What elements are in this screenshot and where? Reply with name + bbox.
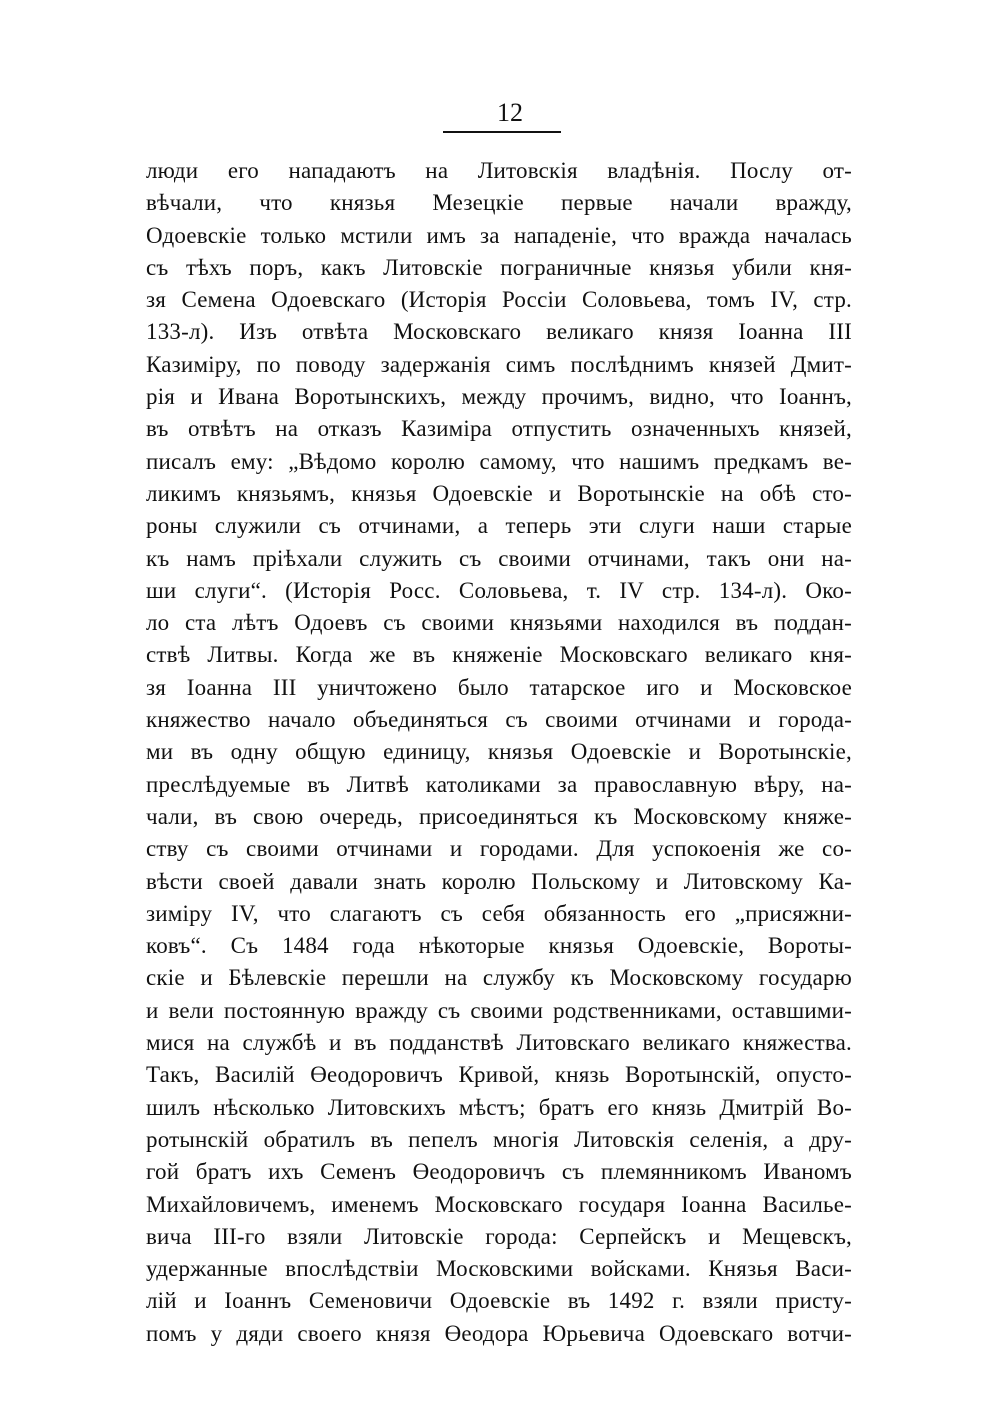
text-line: княжество начало объединяться съ своими отчинами и города-	[146, 707, 852, 733]
text-line: къ намъ пріѣхали служить съ своими отчинами, такъ они на-	[146, 545, 852, 571]
text-line: ликимъ князьямъ, князья Одоевскіе и Воротынскіе на обѣ сто-	[146, 480, 852, 506]
text-line: Одоевскіе только мстили имъ за нападеніе, что вражда началась	[146, 222, 852, 248]
text-line: преслѣдуемые въ Литвѣ католиками за православную вѣру, на-	[146, 771, 852, 797]
text-line: Михайловичемъ, именемъ Московскаго государя Іоанна Василье-	[146, 1191, 852, 1217]
text-line: 133-л). Изъ отвѣта Московскаго великаго князя Іоанна III	[146, 319, 852, 345]
text-line: ству съ своими отчинами и городами. Для успокоенія же со-	[146, 836, 852, 862]
text-line: зя Семена Одоевскаго (Исторія Россіи Соловьева, томъ IV, стр.	[146, 287, 852, 313]
text-line: рія и Ивана Воротынскихъ, между прочимъ, видно, что Іоаннъ,	[146, 384, 852, 410]
text-line: скіе и Бѣлевскіе перешли на службу къ Московскому государю	[146, 965, 852, 991]
text-line: шилъ нѣсколько Литовскихъ мѣстъ; братъ его князь Дмитрій Во-	[146, 1094, 852, 1120]
text-line: вѣчали, что князья Мезецкіе первые начали вражду,	[146, 190, 852, 216]
text-line: Такъ, Василій Өеодоровичъ Кривой, князь Воротынскій, опусто-	[146, 1062, 852, 1088]
page-number: 12	[497, 98, 523, 127]
body-text	[146, 155, 852, 1350]
text-line: мися на службѣ и въ подданствѣ Литовскаго великаго княжества.	[146, 1030, 852, 1056]
text-line: писалъ ему: „Вѣдомо королю самому, что нашимъ предкамъ ве-	[146, 448, 852, 474]
text-line: ши слуги“. (Исторія Росс. Соловьева, т. IV стр. 134-л). Око-	[146, 577, 852, 603]
text-line: ротынскій обратилъ въ пепелъ многія Литовскія селенія, а дру-	[146, 1126, 852, 1152]
text-line: гой братъ ихъ Семенъ Өеодоровичъ съ племянникомъ Иваномъ	[146, 1159, 852, 1185]
text-line: зя Іоанна III уничтожено было татарское иго и Московское	[146, 674, 852, 700]
text-line: помъ у дяди своего князя Өеодора Юрьевича Одоевскаго вотчи-	[146, 1320, 852, 1346]
text-line: люди его нападаютъ на Литовскія владѣнія. Послу от-	[146, 158, 852, 183]
text-line: ло ста лѣтъ Одоевъ съ своими князьями находился въ поддан-	[146, 610, 852, 636]
text-line: вѣсти своей давали знать королю Польскому и Литовскому Ка-	[146, 868, 852, 894]
text-line: чали, въ свою очередь, присоединяться къ Московскому княже-	[146, 803, 852, 829]
text-line: роны служили съ отчинами, а теперь эти слуги наши старые	[146, 513, 852, 539]
page-number-rule	[443, 131, 561, 133]
text-line: съ тѣхъ поръ, какъ Литовскіе пограничные князья убили кня-	[146, 254, 852, 280]
text-line: ковъ“. Съ 1484 года нѣкоторые князья Одоевскіе, Вороты-	[146, 933, 852, 959]
text-line: лій и Іоаннъ Семеновичи Одоевскіе въ 1492 г. взяли присту-	[146, 1288, 852, 1314]
text-line: удержанные впослѣдствіи Московскими войсками. Князья Васи-	[146, 1256, 852, 1282]
text-line: въ отвѣтъ на отказъ Казиміра отпустить означенныхъ князей,	[146, 416, 852, 442]
text-line: ми въ одну общую единицу, князья Одоевскіе и Воротынскіе,	[146, 739, 852, 765]
text-line: Казиміру, по поводу задержанія симъ послѣднимъ князей Дмит-	[146, 351, 852, 377]
text-line: вича III-го взяли Литовскіе города: Серпейскъ и Мещевскъ,	[146, 1223, 852, 1249]
text-line: ствѣ Литвы. Когда же въ княженіе Московскаго великаго кня-	[146, 642, 852, 668]
text-line: зиміру IV, что слагаютъ съ себя обязанность его „присяжни-	[146, 900, 852, 926]
text-line: и вели постоянную вражду съ своими родственниками, оставшими-	[146, 997, 852, 1023]
